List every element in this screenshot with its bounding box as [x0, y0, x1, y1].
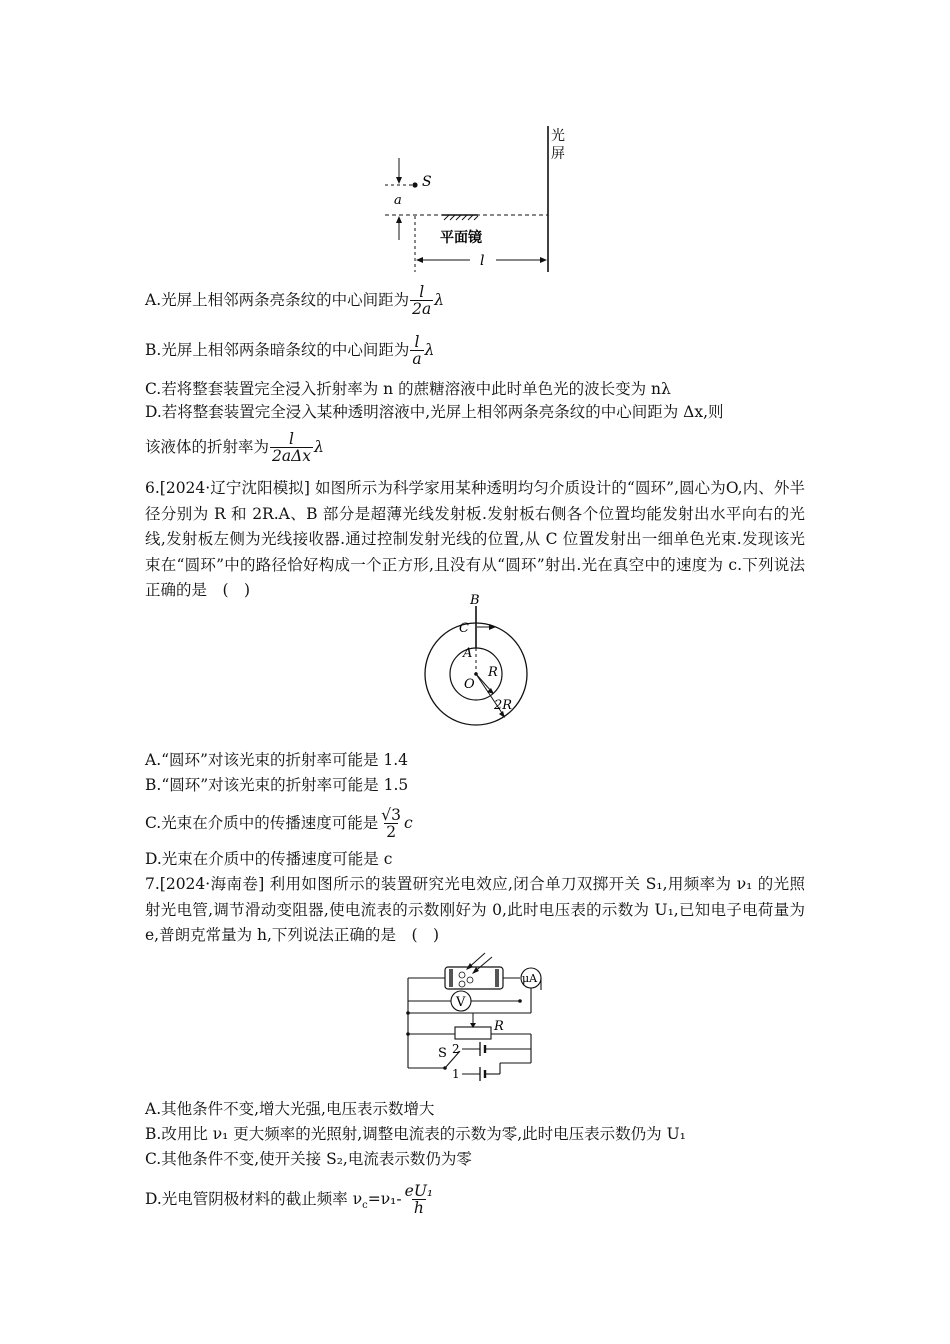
label-a: A [463, 646, 473, 661]
resistor-label: R [494, 1019, 504, 1034]
q5-option-d-line1: D.若将整套装置完全浸入某种透明溶液中,光屏上相邻两条亮条纹的中心间距为 Δx,则 [145, 403, 724, 421]
frac-den: 2a [412, 300, 432, 319]
ring-diagram [410, 592, 550, 742]
q7-option-c: C.其他条件不变,使开关接 S₂,电流表示数仍为零 [145, 1150, 472, 1168]
lambda: λ [424, 340, 435, 359]
source-label: S [422, 174, 432, 190]
height-label: a [394, 193, 402, 208]
option-a-text: A.光屏上相邻两条亮条纹的中心间距为 [145, 290, 410, 309]
frac-den: 2 [386, 823, 397, 842]
label-r: R [488, 665, 498, 680]
q6-option-a: A.“圆环”对该光束的折射率可能是 1.4 [145, 751, 409, 769]
lambda: λ [434, 290, 445, 309]
q6-option-d: D.光束在介质中的传播速度可能是 c [145, 850, 393, 868]
frac-num: eU₁ [404, 1182, 434, 1200]
q6-option-b: B.“圆环”对该光束的折射率可能是 1.5 [145, 776, 409, 794]
switch-label: S [438, 1046, 447, 1061]
option-d-text: D.光电管阴极材料的截止频率 ν [145, 1189, 363, 1208]
q5-option-a [145, 284, 444, 318]
label-c: C [459, 621, 469, 636]
q7-option-b: B.改用比 ν₁ 更大频率的光照射,调整电流表的示数为零,此时电压表示数仍为 U₁ [145, 1125, 686, 1143]
q6-option-c [145, 807, 413, 841]
frac-den: a [412, 350, 422, 369]
frac-num: l [419, 283, 425, 301]
rheostat [455, 1027, 491, 1039]
switch-pos-2: 2 [452, 1042, 460, 1056]
fraction [379, 807, 403, 841]
q7-option-d [145, 1183, 436, 1217]
fraction [410, 334, 423, 368]
q7-option-a: A.其他条件不变,增大光强,电压表示数增大 [145, 1100, 435, 1118]
screen-label-1: 光 [551, 128, 565, 144]
phototube [445, 967, 503, 989]
fraction [270, 431, 313, 465]
label-o: O [464, 677, 475, 692]
option-c-text: C.光束在介质中的传播速度可能是 [145, 813, 379, 832]
frac-num: l [289, 430, 295, 448]
mirror-setup-diagram [370, 120, 580, 280]
option-d-text: 该液体的折射率为 [145, 437, 270, 456]
switch-pos-1: 1 [452, 1067, 460, 1081]
screen-label-2: 屏 [551, 146, 565, 162]
option-b-text: B.光屏上相邻两条暗条纹的中心间距为 [145, 340, 410, 359]
frac-num: √3 [381, 806, 401, 824]
speed-c: c [404, 813, 413, 832]
frac-den: h [413, 1199, 424, 1218]
distance-label: l [480, 253, 485, 269]
frac-den: 2aΔx [272, 447, 312, 466]
option-d-mid: =ν₁- [367, 1189, 402, 1208]
q7-stem: 7.[2024·海南卷] 利用如图所示的装置研究光电效应,闭合单刀双掷开关 S₁,用频率为 ν₁ 的光照射光电管,调节滑动变阻器,使电流表的示数刚好为 0,此时电压表的示数为 U₁,已知电子电荷量为 e,普朗克常量为 h,下列说法正确的是 ( ) [145, 875, 805, 944]
ammeter-label: μA [522, 972, 538, 985]
fraction [403, 1183, 435, 1217]
frac-num: l [414, 333, 420, 351]
q5-option-d-line2 [145, 431, 324, 465]
q5-option-c: C.若将整套装置完全浸入折射率为 n 的蔗糖溶液中此时单色光的波长变为 nλ [145, 380, 671, 398]
q6-stem: 6.[2024·辽宁沈阳模拟] 如图所示为科学家用某种透明均匀介质设计的“圆环”,圆心为O,内、外半径分别为 R 和 2R.A、B 部分是超薄光线发射板.发射板右侧各个位置均能发射出水平向右的光线,发射板左侧为光线接收器.通过控制发射光线的位置,从 C 位置发射出一细单色光束.发现该光束在“圆环”中的路径恰好构成一个正方形,且没有从“圆环”射出.光在真空中的速度为 c.下列说法正确的是 ( ) [145, 479, 805, 599]
mirror-label: 平面镜 [440, 230, 482, 246]
voltmeter-label: V [456, 995, 466, 1010]
subscript: c [362, 1199, 368, 1211]
lambda: λ [314, 437, 324, 456]
q5-option-b [145, 334, 434, 368]
label-2r: 2R [494, 698, 513, 713]
photoelectric-circuit-diagram [400, 945, 550, 1090]
label-b: B [470, 593, 480, 608]
fraction [410, 284, 433, 318]
